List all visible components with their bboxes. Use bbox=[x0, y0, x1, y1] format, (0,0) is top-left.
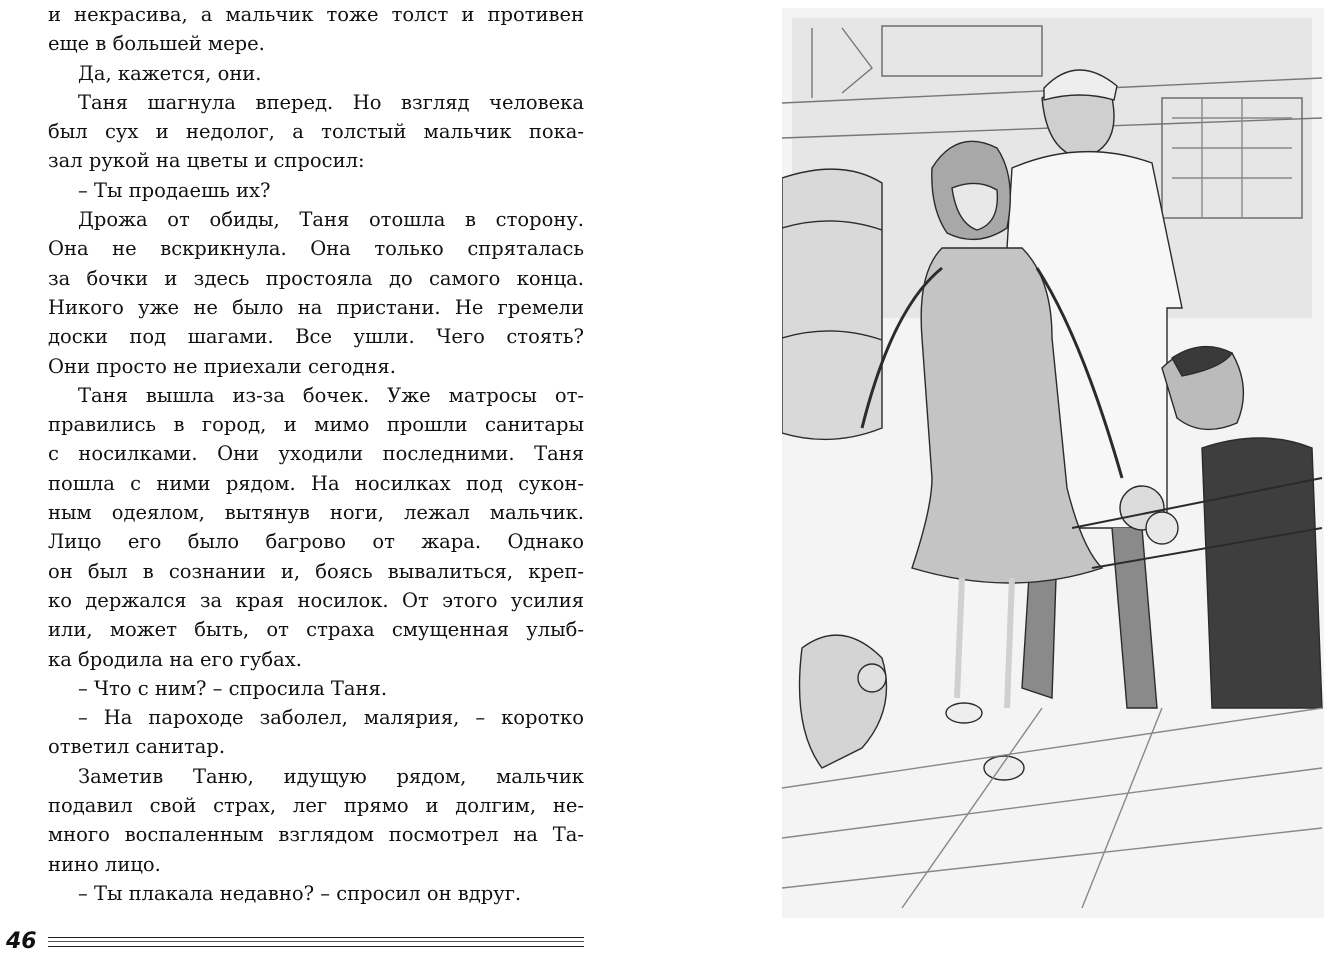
text-line: с носилками. Они уходили последними. Таня bbox=[48, 442, 584, 466]
text-line: много воспаленным взглядом посмотрел на Та- bbox=[48, 823, 584, 847]
text-line: и некрасива, а мальчик тоже толст и противен bbox=[48, 3, 584, 26]
text-line: Она не вскрикнула. Она только спряталась bbox=[48, 237, 584, 261]
text-line: еще в большей мере. bbox=[48, 32, 265, 56]
text-line: – Ты плакала недавно? – спросил он вдруг. bbox=[78, 881, 522, 905]
text-line: ответил санитар. bbox=[48, 735, 226, 759]
illustration-drawing bbox=[782, 8, 1324, 918]
text-line: правились в город, и мимо прошли санитары bbox=[48, 413, 584, 437]
text-line: ным одеялом, вытянув ноги, лежал мальчик. bbox=[48, 501, 584, 525]
text-line: ка бродила на его губах. bbox=[48, 647, 302, 671]
text-line: Таня шагнула вперед. Но взгляд человека bbox=[78, 90, 584, 114]
text-line: ко держался за края носилок. От этого усилия bbox=[48, 588, 584, 612]
body-text bbox=[48, 0, 584, 908]
text-line: Никого уже не было на пристани. Не гремели bbox=[48, 295, 584, 319]
text-line: Дрожа от обиды, Таня отошла в сторону. bbox=[78, 208, 584, 232]
text-line: пошла с ними рядом. На носилках под сукон- bbox=[48, 471, 584, 495]
text-line: – На пароходе заболел, малярия, – коротко bbox=[78, 706, 584, 730]
text-line: – Ты продаешь их? bbox=[78, 178, 271, 202]
text-line: нино лицо. bbox=[48, 852, 161, 876]
text-line: Таня вышла из-за бочек. Уже матросы от- bbox=[78, 383, 584, 407]
text-line: он был в сознании и, боясь вывалиться, креп- bbox=[48, 559, 584, 583]
text-line: или, может быть, от страха смущенная улыб- bbox=[48, 618, 584, 642]
text-line: Они просто не приехали сегодня. bbox=[48, 354, 396, 378]
text-line: зал рукой на цветы и спросил: bbox=[48, 149, 365, 173]
footer-rule bbox=[48, 937, 584, 947]
page-footer bbox=[0, 928, 590, 956]
text-line: Лицо его было багрово от жара. Однако bbox=[48, 530, 584, 554]
text-line: Да, кажется, они. bbox=[78, 61, 262, 85]
text-line: за бочки и здесь простояла до самого конца. bbox=[48, 266, 584, 290]
text-line: – Что с ним? – спросила Таня. bbox=[78, 676, 388, 700]
text-line: был сух и недолог, а толстый мальчик пока- bbox=[48, 120, 584, 144]
text-line: Заметив Таню, идущую рядом, мальчик bbox=[78, 764, 584, 788]
text-line: доски под шагами. Все ушли. Чего стоять? bbox=[48, 325, 584, 349]
page-number: 46 bbox=[6, 929, 37, 954]
book-illustration-icon bbox=[782, 8, 1324, 918]
text-line: подавил свой страх, лег прямо и долгим, не- bbox=[48, 794, 584, 818]
